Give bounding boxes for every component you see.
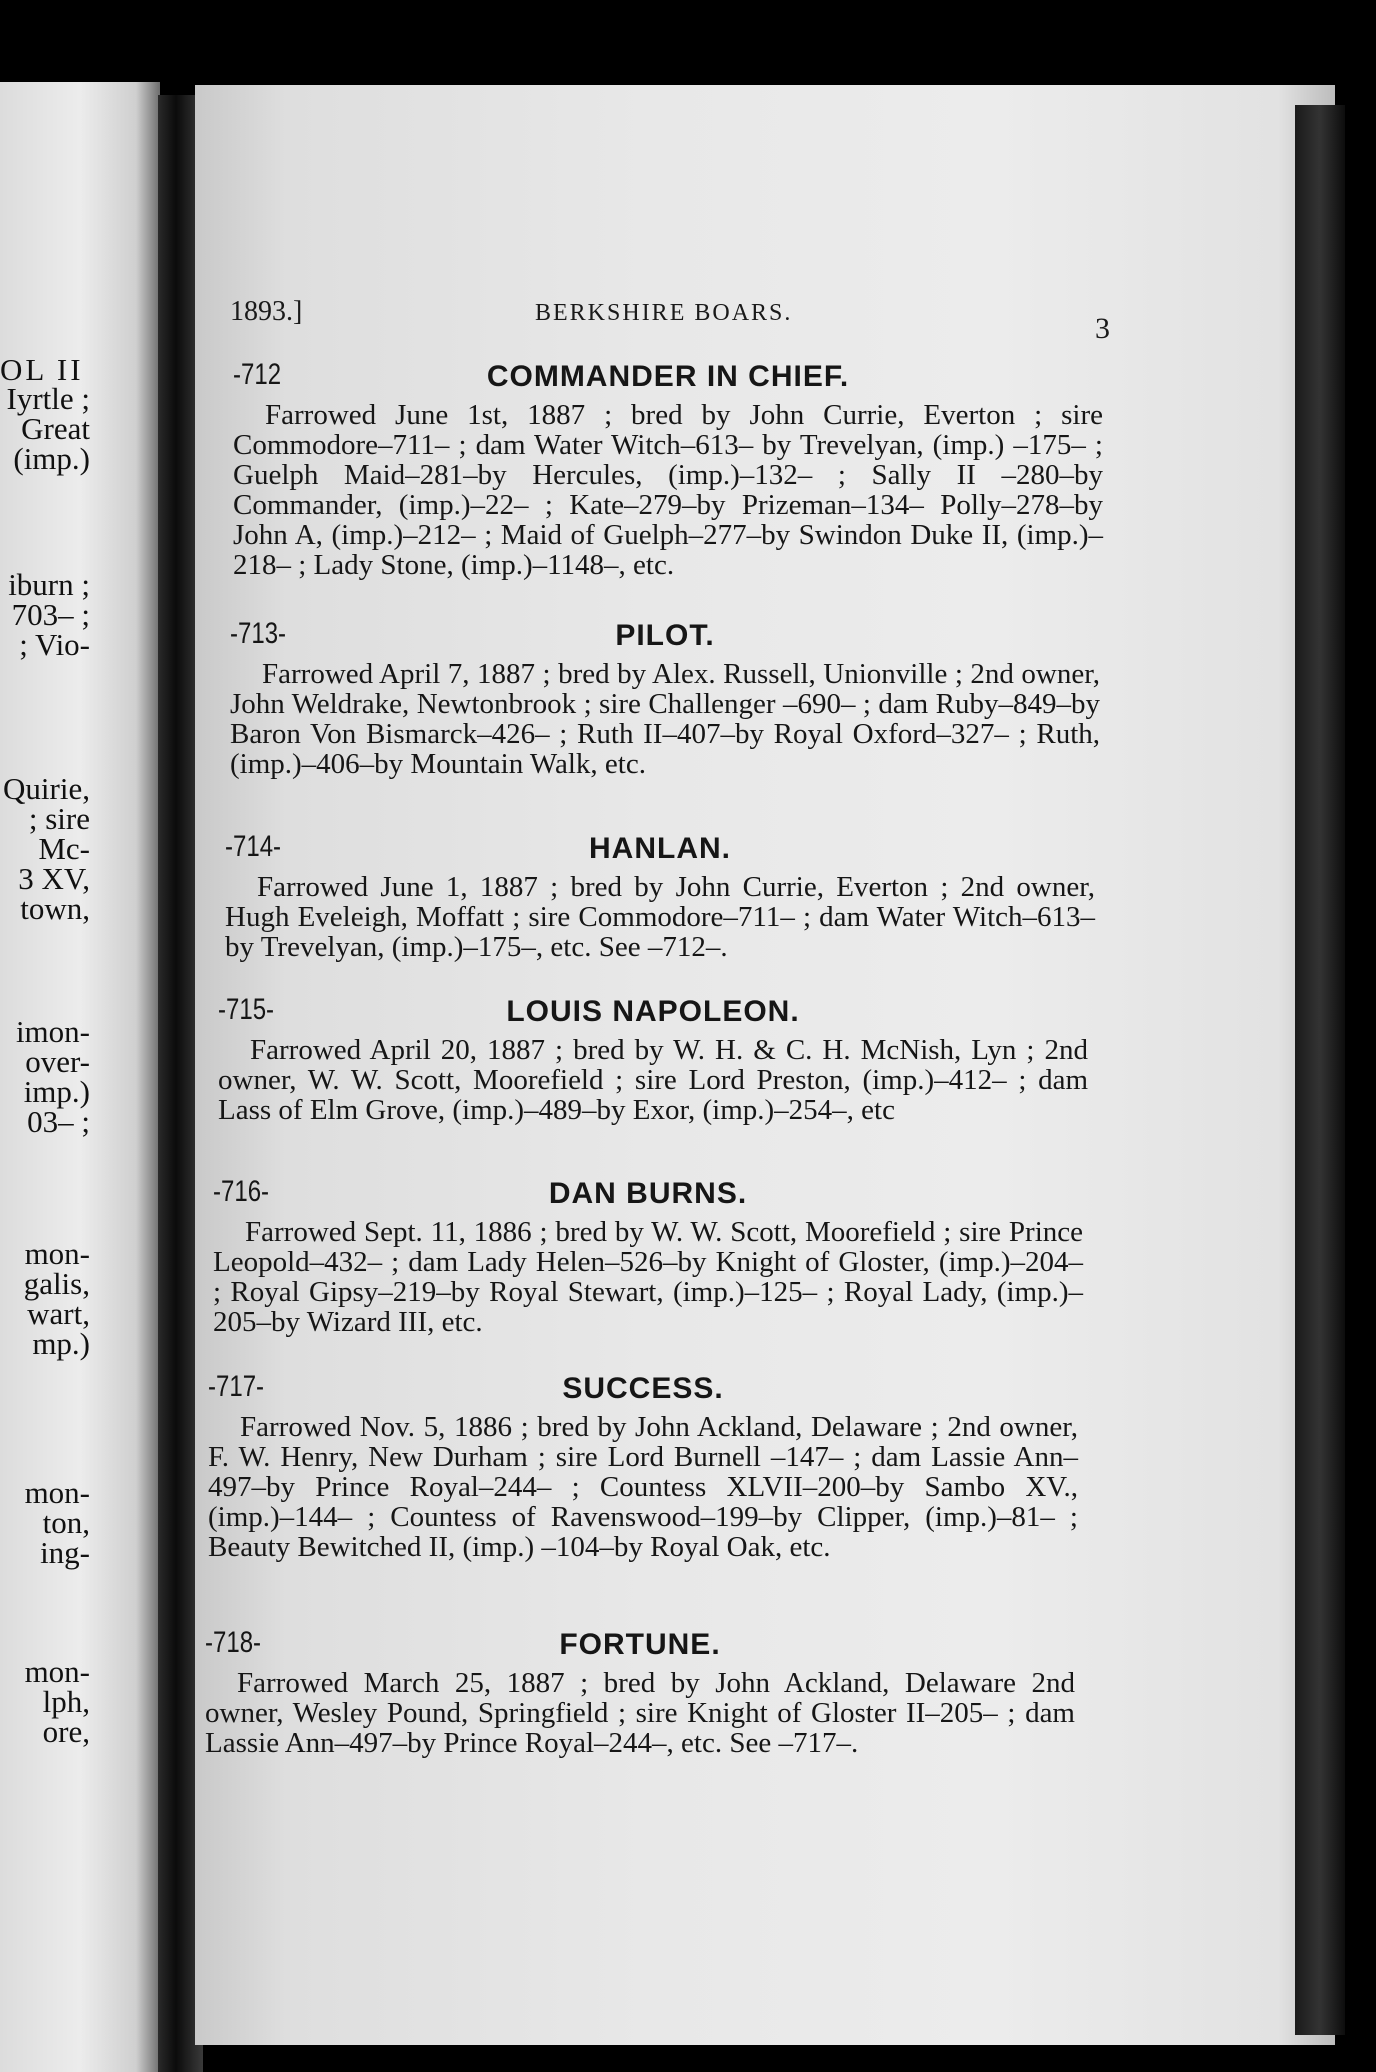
entry-number: -718- xyxy=(205,1626,262,1659)
boar-entry xyxy=(230,617,1100,817)
entry-name: PILOT. xyxy=(615,619,715,652)
entry-number: -714- xyxy=(225,830,282,863)
entry-name: DAN BURNS. xyxy=(548,1177,748,1210)
left-page-fragment: mon- lph, ore, xyxy=(24,1654,90,1749)
entry-name: COMMANDER IN CHIEF. xyxy=(486,360,850,393)
left-page-fragment: imon- over- imp.) 03– ; xyxy=(15,1014,90,1139)
entry-name: FORTUNE. xyxy=(559,1628,721,1661)
left-page-fragment: Quirie, ; sire Mc- 3 XV, town, xyxy=(3,771,90,926)
page-edge-shadow xyxy=(1295,105,1345,2035)
entry-text: Farrowed June 1st, 1887 ; bred by John Currie, Everton ; sire Commodore–711– ; dam Water Witch–613– by Trevelyan, (imp.) –175– ; Guelph Maid–281–by Hercules, (imp.)–132– ; Sally II –280–by Commander, (imp.)–22– ; Kate–279–by Prizeman–134– Polly–278–by John A, (imp.)–212– ; Maid of Guelph–277–by Swindon Duke II, (imp.)–218– ; Lady Stone, (imp.)–1148–, etc. xyxy=(233,399,1103,581)
entry-name: HANLAN. xyxy=(589,832,731,865)
entry-text: Farrowed April 20, 1887 ; bred by W. H. & C. H. McNish, Lyn ; 2nd owner, W. W. Scott, Moorefield ; sire Lord Preston, (imp.)–412– ; dam Lass of Elm Grove, (imp.)–489–by Exor, (imp.)–254–, etc xyxy=(218,1034,1088,1126)
entry-number: -715- xyxy=(218,993,275,1026)
entry-text: Farrowed April 7, 1887 ; bred by Alex. Russell, Unionville ; 2nd owner, John Weldrake, Newtonbrook ; sire Challenger –690– ; dam Ruby–849–by Baron Von Bismarck–426– ; Ruth II–407–by Royal Oxford–327– ; Ruth, (imp.)–406–by Mountain Walk, etc. xyxy=(230,658,1100,780)
header-year: 1893.] xyxy=(230,296,303,327)
left-page-vol-label: OL II xyxy=(0,352,84,387)
header-title: BERKSHIRE BOARS. xyxy=(535,300,793,326)
boar-entry xyxy=(233,358,1103,608)
running-header xyxy=(230,296,1110,345)
page-number: 3 xyxy=(1095,312,1110,345)
entry-text: Farrowed June 1, 1887 ; bred by John Currie, Everton ; 2nd owner, Hugh Eveleigh, Moffatt ; sire Commodore–711– ; dam Water Witch–613–by Trevelyan, (imp.)–175–, etc. See –712–. xyxy=(225,871,1095,963)
left-page-fragment: mon- galis, wart, mp.) xyxy=(23,1236,90,1361)
entry-text: Farrowed Sept. 11, 1886 ; bred by W. W. Scott, Moorefield ; sire Prince Leopold–432– ; dam Lady Helen–526–by Knight of Gloster, (imp.)–204– ; Royal Gipsy–219–by Royal Stewart, (imp.)–125– ; Royal Lady, (imp.)–205–by Wizard III, etc. xyxy=(213,1216,1083,1338)
entry-name: LOUIS NAPOLEON. xyxy=(506,995,800,1028)
boar-entry xyxy=(208,1370,1078,1620)
boar-entry xyxy=(218,993,1088,1163)
entry-number: -713- xyxy=(230,617,287,650)
left-page-fragment: iburn ; 703– ; ; Vio- xyxy=(8,567,90,662)
entry-text: Farrowed Nov. 5, 1886 ; bred by John Ackland, Delaware ; 2nd owner, F. W. Henry, New Durham ; sire Lord Burnell –147– ; dam Lassie Ann–497–by Prince Royal–244– ; Countess XLVII–200–by Sambo XV., (imp.)–144– ; Countess of Ravenswood–199–by Clipper, (imp.)–81– ; Beauty Bewitched II, (imp.) –104–by Royal Oak, etc. xyxy=(208,1411,1078,1563)
boar-entry xyxy=(225,830,1095,980)
left-page-fragment: mon- ton, ing- xyxy=(24,1475,90,1570)
previous-page xyxy=(0,82,160,2072)
boar-entry xyxy=(213,1175,1083,1365)
entry-text: Farrowed March 25, 1887 ; bred by John Ackland, Delaware 2nd owner, Wesley Pound, Springfield ; sire Knight of Gloster II–205– ; dam Lassie Ann–497–by Prince Royal–244–, etc. See –717–. xyxy=(205,1667,1075,1759)
entry-number: -716- xyxy=(213,1175,270,1208)
entry-number: -712 xyxy=(233,358,282,391)
left-page-fragment: Iyrtle ; Great (imp.) xyxy=(6,381,90,476)
boar-entry xyxy=(205,1626,1075,1806)
entry-number: -717- xyxy=(208,1370,265,1403)
entry-name: SUCCESS. xyxy=(562,1372,724,1405)
